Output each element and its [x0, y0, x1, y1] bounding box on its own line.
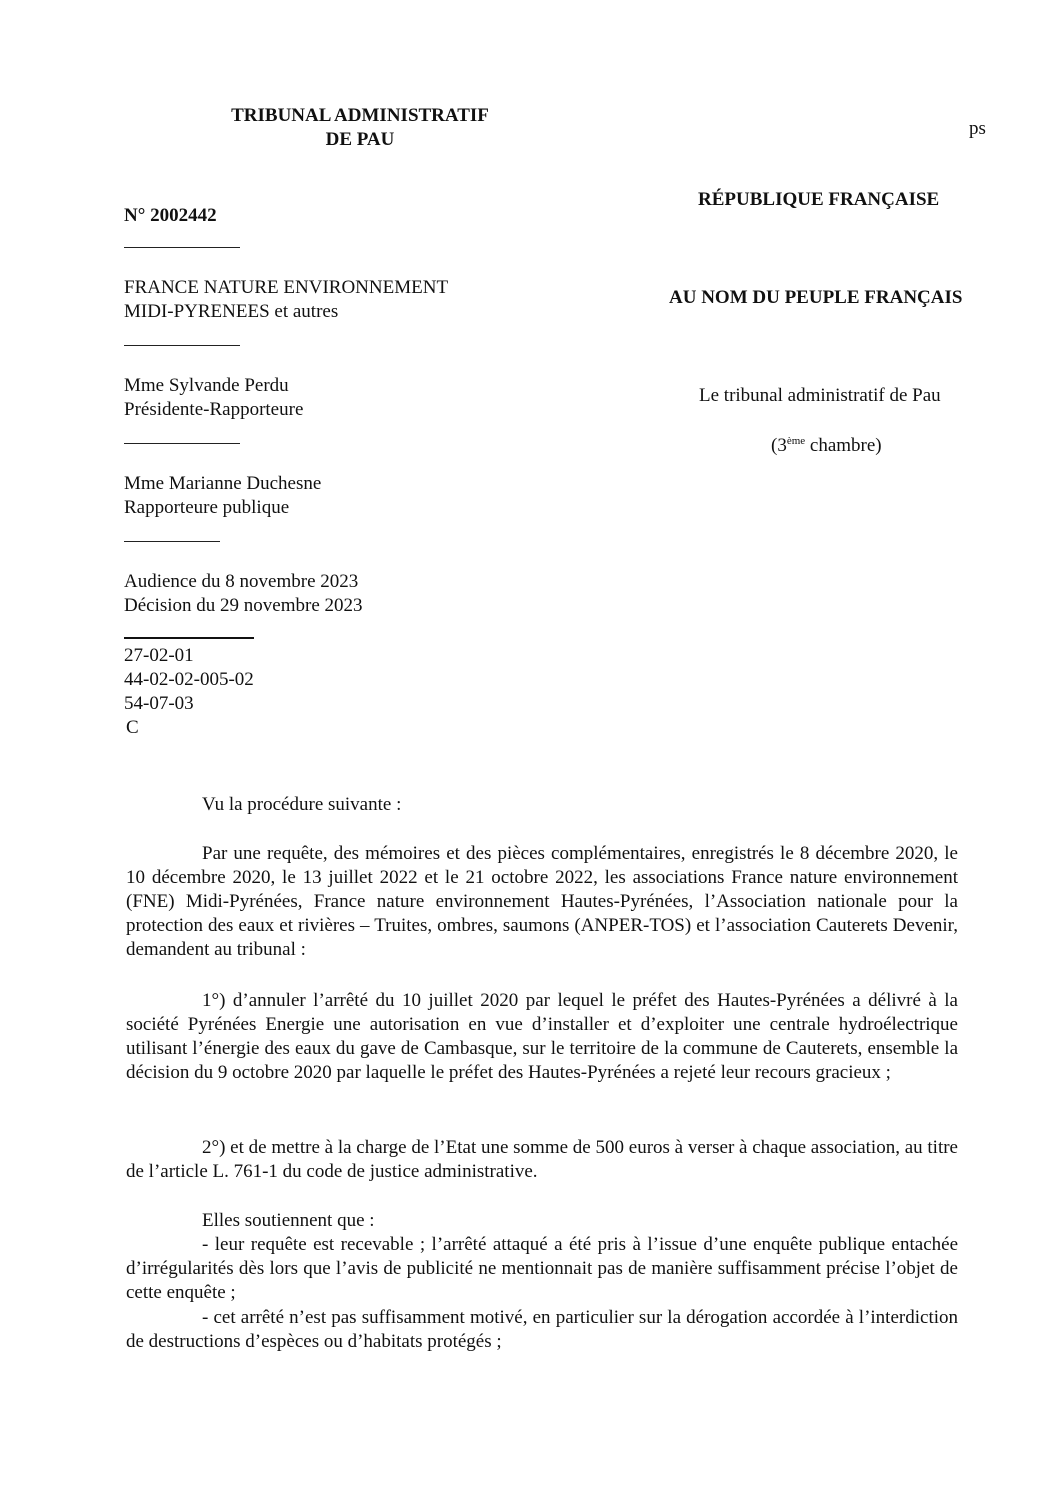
court-name: [200, 104, 520, 152]
publication-code: C: [126, 717, 139, 738]
hearing-date: Audience du 8 novembre 2023: [124, 571, 359, 592]
arguments-lead: Elles soutiennent que :: [202, 1210, 375, 1231]
tribunal-label: Le tribunal administratif de Pau: [699, 385, 941, 406]
separator-rule: [124, 443, 240, 444]
parties-line1: FRANCE NATURE ENVIRONNEMENT: [124, 277, 449, 298]
public-rapporteur: [124, 472, 321, 520]
republic-heading: RÉPUBLIQUE FRANÇAISE: [698, 189, 940, 210]
argument-item: - leur requête est recevable ; l’arrêté attaqué a été pris à l’issue d’une enquête publique entachée d’irrégularités dès lors que l’avis de publicité ne mentionnait pas de manière suffisamment précise l’objet de cette enquête ;: [126, 1234, 958, 1303]
public-rapporteur-role: Rapporteure publique: [124, 497, 290, 518]
classification-code: 44-02-02-005-02: [124, 669, 254, 690]
separator-rule: [124, 345, 240, 346]
case-number: N° 2002442: [124, 205, 217, 226]
chamber-number: (3: [771, 435, 787, 456]
procedure-intro: Vu la procédure suivante :: [202, 794, 402, 815]
in-name-of-heading: AU NOM DU PEUPLE FRANÇAIS: [669, 287, 963, 308]
decision-date: Décision du 29 novembre 2023: [124, 595, 363, 616]
public-rapporteur-name: Mme Marianne Duchesne: [124, 473, 322, 494]
classification-code: 27-02-01: [124, 645, 194, 666]
judge-role: Présidente-Rapporteure: [124, 399, 304, 420]
paragraph-annulment: 1°) d’annuler l’arrêté du 10 juillet 2020 par lequel le préfet des Hautes-Pyrénées a délivré à la société Pyrénées Energie une autorisation en vue d’installer et d’exploiter une centrale hydroélectrique utilisant l’énergie des eaux du gave de Cambasque, sur le territoire de la commune de Cauterets, ensemble la décision du 9 octobre 2020 par laquelle le préfet des Hautes-Pyrénées a rejeté leur recours gracieux ;: [126, 990, 958, 1083]
chamber-superscript: ème: [786, 435, 806, 447]
paragraph-request: Par une requête, des mémoires et des pièces complémentaires, enregistrés le 8 décembre 2020, le 10 décembre 2020, le 13 juillet 2022 et le 21 octobre 2022, les associations France nature environnement (FNE) Midi-Pyrénées, France nature environnement Hautes-Pyrénées, l’Association nationale pour la protection des eaux et rivières – Truites, ombres, saumons (ANPER-TOS) et l’association Cauterets Devenir, demandent au tribunal :: [126, 843, 958, 960]
argument-item: - cet arrêté n’est pas suffisamment motivé, en particulier sur la dérogation accordée à l’interdiction de destructions d’espèces ou d’habitats protégés ;: [126, 1307, 958, 1352]
separator-rule-bold: [124, 637, 254, 639]
parties: [124, 276, 448, 324]
chamber-label: [771, 434, 882, 458]
hearing-dates: [124, 570, 363, 618]
court-name-line2: DE PAU: [325, 129, 395, 150]
judge-name: Mme Sylvande Perdu: [124, 375, 289, 396]
chamber-rest: chambre): [805, 435, 882, 456]
classification-codes: [124, 644, 254, 740]
paragraph-costs: 2°) et de mettre à la charge de l’Etat une somme de 500 euros à verser à chaque association, au titre de l’article L. 761-1 du code de justice administrative.: [126, 1137, 958, 1182]
parties-line2: MIDI-PYRENEES et autres: [124, 301, 339, 322]
presiding-judge: [124, 374, 303, 422]
court-name-line1: TRIBUNAL ADMINISTRATIF: [231, 105, 489, 126]
separator-rule: [124, 247, 240, 248]
separator-rule: [124, 541, 220, 542]
classification-code: 54-07-03: [124, 693, 194, 714]
corner-mark: ps: [969, 118, 986, 139]
